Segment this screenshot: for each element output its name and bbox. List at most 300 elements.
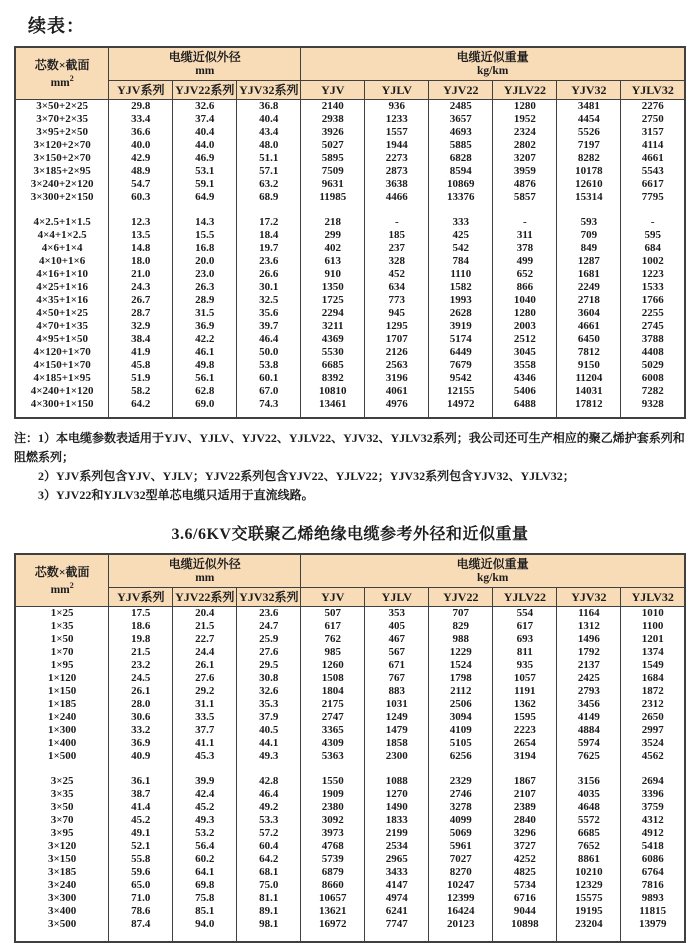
value-cell: 7795 — [621, 191, 685, 204]
value-cell: 1557 — [365, 126, 429, 139]
value-cell: 41.9 — [109, 346, 173, 359]
note-line-3: 3）YJV22和YJLV32型单芯电缆只适用于直流线路。 — [38, 488, 314, 502]
value-cell: 62.8 — [173, 385, 237, 398]
value-cell: 3157 — [621, 126, 685, 139]
value-cell: 4114 — [621, 139, 685, 152]
value-cell: 10810 — [301, 385, 365, 398]
value-cell: 849 — [557, 242, 621, 255]
spacer-cell — [173, 763, 237, 775]
value-cell: 3657 — [429, 113, 493, 126]
value-cell: 23204 — [557, 918, 621, 931]
value-cell: 6256 — [429, 750, 493, 763]
value-cell: 27.6 — [173, 672, 237, 685]
table-row — [15, 866, 685, 879]
value-cell: 4309 — [301, 737, 365, 750]
value-cell: 2003 — [493, 320, 557, 333]
spacer-cell — [237, 411, 301, 418]
value-cell: 1191 — [493, 685, 557, 698]
value-cell: 24.5 — [109, 672, 173, 685]
value-cell: 2249 — [557, 281, 621, 294]
table-row — [15, 139, 685, 152]
value-cell: 1725 — [301, 294, 365, 307]
value-cell: 60.3 — [109, 191, 173, 204]
value-cell: 2223 — [493, 724, 557, 737]
value-cell: 6685 — [301, 359, 365, 372]
value-cell: 10178 — [557, 165, 621, 178]
notes-block — [14, 429, 686, 505]
value-cell: 40.4 — [237, 113, 301, 126]
value-cell: - — [493, 216, 557, 229]
value-cell: 1057 — [493, 672, 557, 685]
table-row — [15, 126, 685, 139]
value-cell: 53.1 — [173, 165, 237, 178]
value-cell: 811 — [493, 646, 557, 659]
value-cell: 2745 — [621, 320, 685, 333]
value-cell: 6828 — [429, 152, 493, 165]
spec-cell: 4×240+1×120 — [15, 385, 109, 398]
value-cell: 1362 — [493, 698, 557, 711]
spacer-cell — [621, 931, 685, 942]
value-cell: 13461 — [301, 398, 365, 411]
spec-cell: 1×150 — [15, 685, 109, 698]
value-cell: 2563 — [365, 359, 429, 372]
spacer-cell — [237, 931, 301, 942]
value-cell: 14972 — [429, 398, 493, 411]
spec-cell: 3×120+2×70 — [15, 139, 109, 152]
value-cell: 19195 — [557, 905, 621, 918]
value-cell: 2746 — [429, 788, 493, 801]
value-cell: 2312 — [621, 698, 685, 711]
value-cell: 68.9 — [237, 191, 301, 204]
spec-cell: 4×25+1×16 — [15, 281, 109, 294]
value-cell: 45.2 — [109, 814, 173, 827]
value-cell: 16424 — [429, 905, 493, 918]
value-cell: 49.3 — [237, 750, 301, 763]
value-cell: 9542 — [429, 372, 493, 385]
value-cell: 17812 — [557, 398, 621, 411]
value-cell: 4147 — [365, 879, 429, 892]
value-cell: 542 — [429, 242, 493, 255]
value-cell: 57.2 — [237, 827, 301, 840]
table-row — [15, 814, 685, 827]
value-cell: 18.0 — [109, 255, 173, 268]
value-cell: 2840 — [493, 814, 557, 827]
value-cell: 5029 — [621, 359, 685, 372]
value-cell: 1100 — [621, 620, 685, 633]
value-cell: 4825 — [493, 866, 557, 879]
value-cell: 1374 — [621, 646, 685, 659]
value-cell: 4369 — [301, 333, 365, 346]
spec-unit: $mm^2$ — [50, 580, 74, 596]
value-cell: 3558 — [493, 359, 557, 372]
table-row — [15, 659, 685, 672]
value-cell: 24.4 — [173, 646, 237, 659]
series-header-cell: YJLV32 — [621, 81, 685, 100]
spec-cell: 3×150+2×70 — [15, 152, 109, 165]
value-cell: 10657 — [301, 892, 365, 905]
value-cell: 4912 — [621, 827, 685, 840]
value-cell: 30.6 — [109, 711, 173, 724]
value-cell: 60.1 — [237, 372, 301, 385]
col-group-outer-diameter: 电缆近似外径 mm — [109, 554, 301, 588]
table-row — [15, 165, 685, 178]
value-cell: 42.9 — [109, 152, 173, 165]
value-cell: 29.2 — [173, 685, 237, 698]
value-cell: 42.4 — [173, 788, 237, 801]
value-cell: 5406 — [493, 385, 557, 398]
value-cell: 5530 — [301, 346, 365, 359]
value-cell: 784 — [429, 255, 493, 268]
value-cell: 3959 — [493, 165, 557, 178]
spacer-cell — [109, 763, 173, 775]
value-cell: 5526 — [557, 126, 621, 139]
spacer-cell — [429, 411, 493, 418]
value-cell: 3727 — [493, 840, 557, 853]
value-cell: 2273 — [365, 152, 429, 165]
value-cell: 78.6 — [109, 905, 173, 918]
value-cell: 6449 — [429, 346, 493, 359]
value-cell: 45.8 — [109, 359, 173, 372]
value-cell: 4466 — [365, 191, 429, 204]
value-cell: 936 — [365, 100, 429, 114]
value-cell: 63.2 — [237, 178, 301, 191]
series-header-cell: YJV系列 — [109, 588, 173, 607]
value-cell: 6008 — [621, 372, 685, 385]
value-cell: 2294 — [301, 307, 365, 320]
value-cell: 44.1 — [237, 737, 301, 750]
value-cell: 18.4 — [237, 229, 301, 242]
table-row — [15, 333, 685, 346]
spec-cell: 4×6+1×4 — [15, 242, 109, 255]
value-cell: 53.2 — [173, 827, 237, 840]
value-cell: 7679 — [429, 359, 493, 372]
spacer-cell — [365, 931, 429, 942]
value-cell: 36.1 — [109, 775, 173, 788]
value-cell: 64.2 — [109, 398, 173, 411]
value-cell: 8282 — [557, 152, 621, 165]
value-cell: 425 — [429, 229, 493, 242]
value-cell: 7282 — [621, 385, 685, 398]
value-cell: 49.3 — [173, 814, 237, 827]
value-cell: 185 — [365, 229, 429, 242]
value-cell: 4876 — [493, 178, 557, 191]
value-cell: 60.4 — [237, 840, 301, 853]
value-cell: 4252 — [493, 853, 557, 866]
note-line-1: 注：1）本电缆参数表适用于YJV、YJLV、YJV22、YJLV22、YJV32、YJLV32系列；我公司还可生产相应的聚乙烯护套系列和阻燃系列； — [14, 431, 685, 464]
value-cell: 9150 — [557, 359, 621, 372]
value-cell: 1249 — [365, 711, 429, 724]
value-cell: 75.8 — [173, 892, 237, 905]
spacer-cell — [365, 411, 429, 418]
value-cell: 1496 — [557, 633, 621, 646]
table-row — [15, 178, 685, 191]
value-cell: 405 — [365, 620, 429, 633]
value-cell: 58.2 — [109, 385, 173, 398]
value-cell: 89.1 — [237, 905, 301, 918]
value-cell: 5572 — [557, 814, 621, 827]
value-cell: 4149 — [557, 711, 621, 724]
value-cell: 14031 — [557, 385, 621, 398]
value-cell: 41.1 — [173, 737, 237, 750]
mv-cable-table — [14, 553, 686, 943]
value-cell: 48.0 — [237, 139, 301, 152]
value-cell: 64.2 — [237, 853, 301, 866]
value-cell: 1088 — [365, 775, 429, 788]
value-cell: 46.1 — [173, 346, 237, 359]
value-cell: 25.9 — [237, 633, 301, 646]
spec-title: 芯数×截面 — [34, 564, 90, 579]
value-cell: 16.8 — [173, 242, 237, 255]
value-cell: 3207 — [493, 152, 557, 165]
spec-cell: 4×10+1×6 — [15, 255, 109, 268]
continued-table-label: 续表： — [28, 16, 85, 36]
value-cell: 12399 — [429, 892, 493, 905]
spec-cell: 3×240 — [15, 879, 109, 892]
value-cell: 74.3 — [237, 398, 301, 411]
spec-cell: 3×400 — [15, 905, 109, 918]
value-cell: 1993 — [429, 294, 493, 307]
value-cell: 1295 — [365, 320, 429, 333]
value-cell: 6086 — [621, 853, 685, 866]
value-cell: 45.3 — [173, 750, 237, 763]
value-cell: 6685 — [557, 827, 621, 840]
value-cell: 7652 — [557, 840, 621, 853]
value-cell: 20.0 — [173, 255, 237, 268]
value-cell: 5418 — [621, 840, 685, 853]
value-cell: 2534 — [365, 840, 429, 853]
value-cell: 40.9 — [109, 750, 173, 763]
value-cell: 4648 — [557, 801, 621, 814]
value-cell: 36.6 — [109, 126, 173, 139]
value-cell: 2938 — [301, 113, 365, 126]
value-cell: 10247 — [429, 879, 493, 892]
group-header-row — [15, 47, 685, 81]
value-cell: 45.2 — [173, 801, 237, 814]
value-cell: 81.1 — [237, 892, 301, 905]
value-cell: 6241 — [365, 905, 429, 918]
spec-cell: 1×400 — [15, 737, 109, 750]
group-header-row — [15, 554, 685, 588]
spec-cell: 1×35 — [15, 620, 109, 633]
spec-cell: 4×150+1×70 — [15, 359, 109, 372]
value-cell: 910 — [301, 268, 365, 281]
value-cell: 26.3 — [173, 281, 237, 294]
value-cell: 1233 — [365, 113, 429, 126]
col-group-weight: 电缆近似重量 kg/km — [301, 47, 685, 81]
spec-cell: 3×150 — [15, 853, 109, 866]
value-cell: 8270 — [429, 866, 493, 879]
spacer-cell — [173, 411, 237, 418]
spacer-cell — [493, 204, 557, 216]
series-header-cell: YJV32系列 — [237, 588, 301, 607]
value-cell: 43.4 — [237, 126, 301, 139]
value-cell: 1792 — [557, 646, 621, 659]
table-row — [15, 892, 685, 905]
value-cell: 5069 — [429, 827, 493, 840]
spec-cell: 3×120 — [15, 840, 109, 853]
table-row — [15, 788, 685, 801]
value-cell: 5543 — [621, 165, 685, 178]
value-cell: 1287 — [557, 255, 621, 268]
value-cell: 65.0 — [109, 879, 173, 892]
spec-cell: 3×185+2×95 — [15, 165, 109, 178]
value-cell: 1229 — [429, 646, 493, 659]
value-cell: 39.9 — [173, 775, 237, 788]
value-cell: 35.3 — [237, 698, 301, 711]
value-cell: 49.1 — [109, 827, 173, 840]
spec-cell: 1×185 — [15, 698, 109, 711]
value-cell: 7197 — [557, 139, 621, 152]
value-cell: 328 — [365, 255, 429, 268]
value-cell: 1867 — [493, 775, 557, 788]
series-header-cell: YJLV32 — [621, 588, 685, 607]
value-cell: 53.8 — [237, 359, 301, 372]
value-cell: 1872 — [621, 685, 685, 698]
value-cell: 37.9 — [237, 711, 301, 724]
spec-title: 芯数×截面 — [34, 57, 90, 72]
value-cell: 7625 — [557, 750, 621, 763]
spec-cell: 1×70 — [15, 646, 109, 659]
table-row — [15, 100, 685, 114]
value-cell: 4693 — [429, 126, 493, 139]
value-cell: 10210 — [557, 866, 621, 879]
value-cell: 452 — [365, 268, 429, 281]
series-header-cell: YJV22 — [429, 588, 493, 607]
value-cell: 4408 — [621, 346, 685, 359]
table-row — [15, 307, 685, 320]
value-cell: - — [621, 216, 685, 229]
series-header-cell: YJV32 — [557, 81, 621, 100]
table-row — [15, 216, 685, 229]
spec-cell: 4×120+1×70 — [15, 346, 109, 359]
value-cell: 36.9 — [109, 737, 173, 750]
value-cell: 4661 — [621, 152, 685, 165]
table-row — [15, 229, 685, 242]
value-cell: 1533 — [621, 281, 685, 294]
value-cell: 55.8 — [109, 853, 173, 866]
value-cell: 3365 — [301, 724, 365, 737]
value-cell: 59.6 — [109, 866, 173, 879]
value-cell: 707 — [429, 607, 493, 621]
value-cell: 773 — [365, 294, 429, 307]
series-header-cell: YJV — [301, 81, 365, 100]
value-cell: 1002 — [621, 255, 685, 268]
value-cell: 353 — [365, 607, 429, 621]
spacer-cell — [557, 763, 621, 775]
value-cell: 6879 — [301, 866, 365, 879]
value-cell: 3604 — [557, 307, 621, 320]
value-cell: 6617 — [621, 178, 685, 191]
value-cell: 53.3 — [237, 814, 301, 827]
value-cell: 12329 — [557, 879, 621, 892]
value-cell: 767 — [365, 672, 429, 685]
value-cell: 38.4 — [109, 333, 173, 346]
value-cell: 1766 — [621, 294, 685, 307]
continued-cable-table — [14, 46, 686, 419]
spec-cell: 3×95+2×50 — [15, 126, 109, 139]
value-cell: 4768 — [301, 840, 365, 853]
col-group-weight: 电缆近似重量 kg/km — [301, 554, 685, 588]
value-cell: 28.0 — [109, 698, 173, 711]
value-cell: 1681 — [557, 268, 621, 281]
spacer-cell — [621, 763, 685, 775]
value-cell: 2747 — [301, 711, 365, 724]
value-cell: 988 — [429, 633, 493, 646]
value-cell: 2324 — [493, 126, 557, 139]
value-cell: 4346 — [493, 372, 557, 385]
spacer-cell — [493, 931, 557, 942]
value-cell: 24.3 — [109, 281, 173, 294]
value-cell: 15575 — [557, 892, 621, 905]
spacer-cell — [15, 931, 109, 942]
value-cell: 1223 — [621, 268, 685, 281]
value-cell: 684 — [621, 242, 685, 255]
spacer-cell — [109, 411, 173, 418]
value-cell: 16972 — [301, 918, 365, 931]
value-cell: 6488 — [493, 398, 557, 411]
value-cell: 402 — [301, 242, 365, 255]
spec-cell: 4×50+1×25 — [15, 307, 109, 320]
spec-cell: 1×500 — [15, 750, 109, 763]
table-row — [15, 152, 685, 165]
value-cell: 8660 — [301, 879, 365, 892]
spec-cell: 4×70+1×35 — [15, 320, 109, 333]
value-cell: 6716 — [493, 892, 557, 905]
value-cell: 1010 — [621, 607, 685, 621]
value-cell: 46.4 — [237, 788, 301, 801]
spacer-cell — [237, 763, 301, 775]
table-row — [15, 711, 685, 724]
value-cell: 64.9 — [173, 191, 237, 204]
value-cell: 5895 — [301, 152, 365, 165]
value-cell: 499 — [493, 255, 557, 268]
value-cell: 709 — [557, 229, 621, 242]
value-cell: 1201 — [621, 633, 685, 646]
value-cell: 39.7 — [237, 320, 301, 333]
col-header-spec — [15, 47, 109, 100]
value-cell: 5857 — [493, 191, 557, 204]
spacer-cell — [493, 411, 557, 418]
value-cell: 3296 — [493, 827, 557, 840]
value-cell: - — [365, 216, 429, 229]
value-cell: 57.1 — [237, 165, 301, 178]
table-row — [15, 398, 685, 411]
value-cell: 507 — [301, 607, 365, 621]
table-row — [15, 113, 685, 126]
value-cell: 17.5 — [109, 607, 173, 621]
value-cell: 60.2 — [173, 853, 237, 866]
value-cell: 4035 — [557, 788, 621, 801]
value-cell: 634 — [365, 281, 429, 294]
spec-cell: 3×300 — [15, 892, 109, 905]
value-cell: 6764 — [621, 866, 685, 879]
value-cell: 1858 — [365, 737, 429, 750]
value-cell: 3194 — [493, 750, 557, 763]
value-cell: 33.4 — [109, 113, 173, 126]
value-cell: 10869 — [429, 178, 493, 191]
value-cell: 32.6 — [237, 685, 301, 698]
spec-cell: 4×16+1×10 — [15, 268, 109, 281]
mv-table-title: 3.6/6KV交联聚乙烯绝缘电缆参考外径和近似重量 — [171, 526, 529, 543]
value-cell: 2380 — [301, 801, 365, 814]
value-cell: 4454 — [557, 113, 621, 126]
value-cell: 5363 — [301, 750, 365, 763]
value-cell: 2112 — [429, 685, 493, 698]
series-header-cell: YJLV22 — [493, 81, 557, 100]
value-cell: 40.0 — [109, 139, 173, 152]
value-cell: 36.8 — [237, 100, 301, 114]
value-cell: 9044 — [493, 905, 557, 918]
